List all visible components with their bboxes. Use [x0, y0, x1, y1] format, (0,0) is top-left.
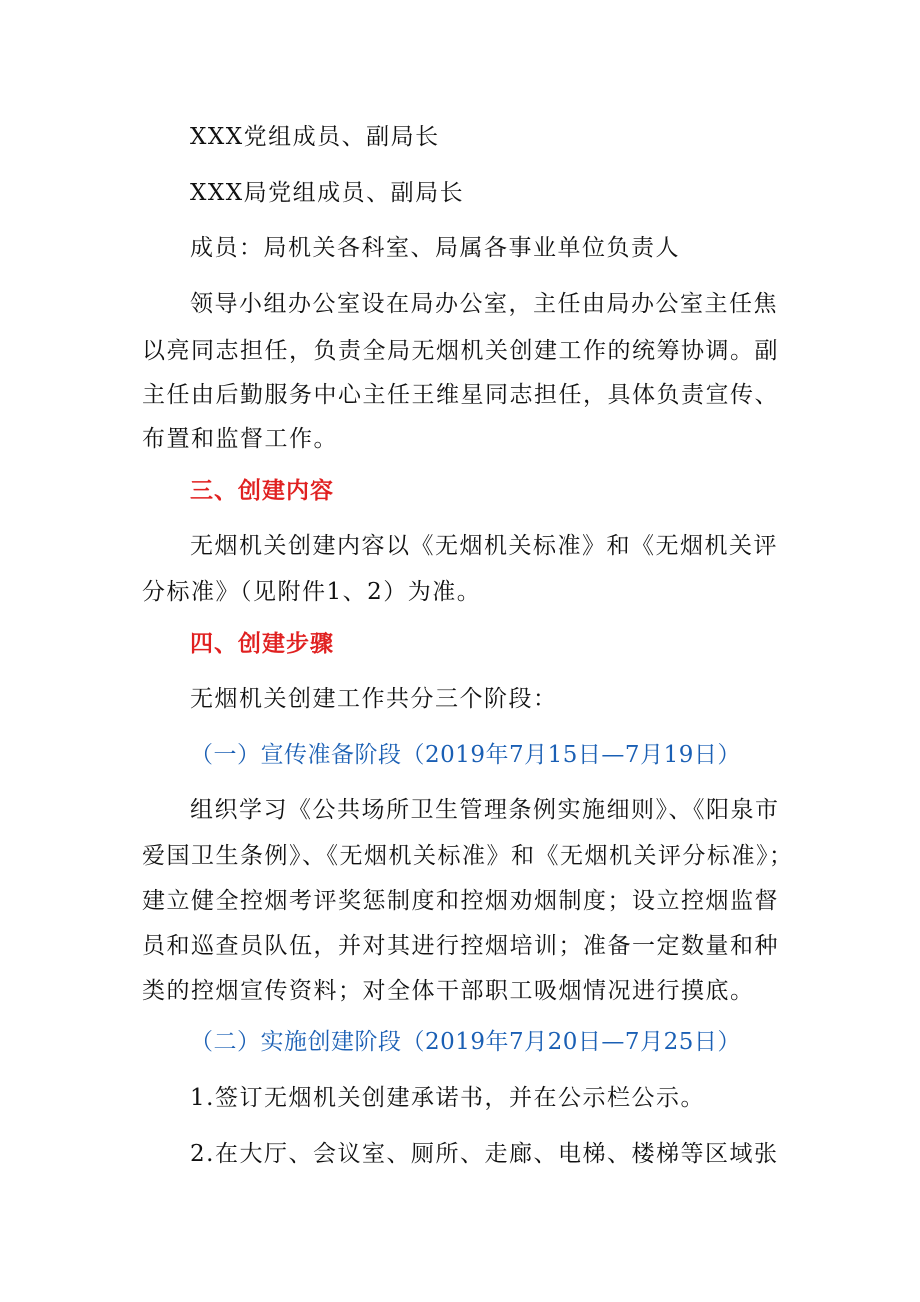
list-item: 2.在大厅、会议室、厕所、走廊、电梯、楼梯等区域张 [190, 1141, 779, 1167]
paragraph-line: 布置和监督工作。 [142, 426, 338, 452]
paragraph-line: 爱国卫生条例》、《无烟机关标准》和《无烟机关评分标准》； [142, 843, 794, 869]
paragraph-line: 以亮同志担任，负责全局无烟机关创建工作的统筹协调。副 [142, 338, 779, 364]
section-heading-4: 四、创建步骤 [190, 631, 334, 657]
paragraph-line: 组织学习《公共场所卫生管理条例实施细则》、《阳泉市 [190, 797, 780, 823]
paragraph-line: 分标准》（见附件1、2）为准。 [142, 579, 482, 605]
section-heading-3: 三、创建内容 [190, 478, 334, 504]
list-item: 1.签订无烟机关创建承诺书，并在公示栏公示。 [190, 1085, 705, 1111]
paragraph-line: 建立健全控烟考评奖惩制度和控烟劝烟制度；设立控烟监督 [142, 888, 779, 914]
subsection-heading-1: （一）宣传准备阶段（2019年7月15日—7月19日） [190, 742, 741, 768]
member-line-2: XXX局党组成员、副局长 [190, 180, 465, 206]
paragraph-line: 主任由后勤服务中心主任王维星同志担任，具体负责宣传、 [142, 382, 779, 408]
paragraph-line: 无烟机关创建工作共分三个阶段： [190, 686, 558, 712]
paragraph-line: 员和巡查员队伍，并对其进行控烟培训；准备一定数量和种 [142, 933, 779, 959]
subsection-heading-2: （二）实施创建阶段（2019年7月20日—7月25日） [190, 1029, 741, 1055]
members-line: 成员：局机关各科室、局属各事业单位负责人 [190, 235, 680, 261]
paragraph-line: 领导小组办公室设在局办公室，主任由局办公室主任焦 [190, 291, 778, 317]
paragraph-line: 类的控烟宣传资料；对全体干部职工吸烟情况进行摸底。 [142, 978, 755, 1004]
paragraph-line: 无烟机关创建内容以《无烟机关标准》和《无烟机关评 [190, 533, 778, 559]
member-line-1: XXX党组成员、副局长 [190, 124, 440, 150]
